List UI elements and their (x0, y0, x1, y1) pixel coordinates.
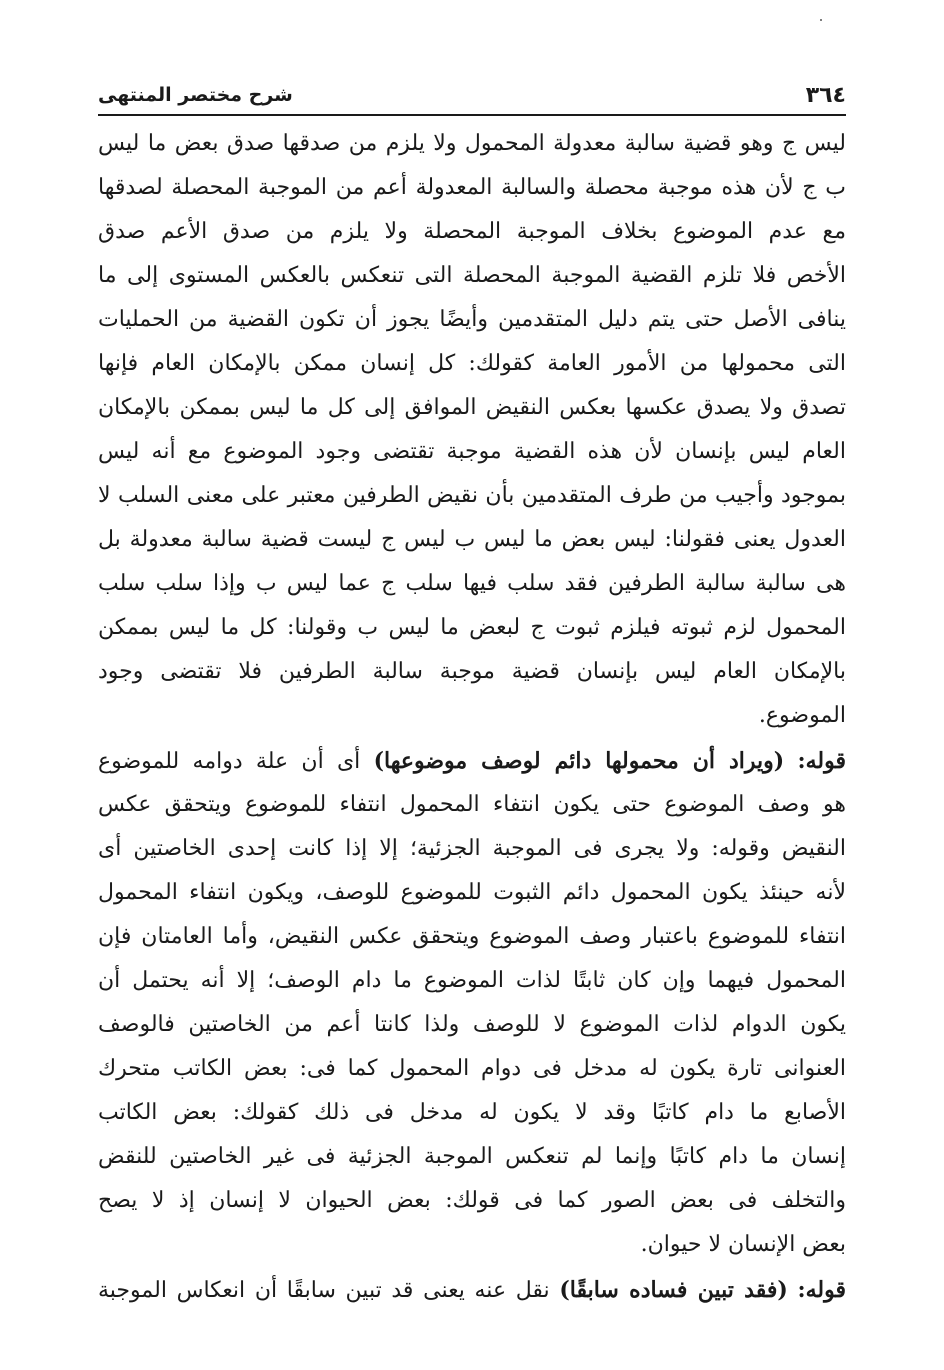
text-line: ينافى الأصل حتى يتم دليل المتقدمين وأيضًا يجوز أن تكون القضية من الحمليات (98, 307, 846, 332)
quoted-matn: (فقد تبين فساده سابقًا) (559, 1277, 788, 1303)
text-line: الأخص فلا تلزم القضية الموجبة المحصلة التى تنعكس بالعكس المستوى إلى ما (98, 263, 846, 288)
text-line: تصدق ولا يصدق عكسها بعكس النقيض الموافق إلى كل ما ليس بممكن بالإمكان (98, 395, 846, 420)
scan-speck (820, 19, 822, 21)
text-line: المحمول لزم ثبوته فيلزم ثبوت ج لبعض ما ليس ب وقولنا: كل ما ليس بممكن (98, 615, 846, 640)
running-title: شرح مختصر المنتهى (98, 84, 293, 106)
lead-line-rest: أى أن علة دوامه للموضوع (98, 749, 361, 774)
lead-line-rest: نقل عنه يعنى قد تبين سابقًا أن انعكاس الموجبة (98, 1278, 550, 1303)
quoted-matn: (ويراد أن محمولها دائم لوصف موضوعها) (373, 748, 785, 774)
text-line: التى محمولها من الأمور العامة كقولك: كل إنسان ممكن بالإمكان العام فإنها (98, 351, 846, 376)
paragraph-lead-line (98, 739, 846, 783)
text-line: بعض الإنسان لا حيوان. (640, 1232, 846, 1257)
text-line: انتفاء للموضوع باعتبار وصف الموضوع ويتحقق عكس النقيض، وأما العامتان فإن (98, 924, 846, 949)
text-line: يكون الدوام لذات الموضوع لا للوصف ولذا كانتا أعم من الخاصتين فالوصف (98, 1012, 846, 1037)
text-line: بالإمكان العام ليس بإنسان قضية موجبة سالبة الطرفين فلا تقتضى وجود (98, 659, 846, 684)
text-line: هو وصف الموضوع حتى يكون انتفاء المحمول انتفاء للموضوع ويتحقق عكس (98, 792, 846, 817)
commentary-label: قوله: (797, 748, 846, 774)
body-text (98, 122, 846, 1312)
text-line: ليس ج وهو قضية سالبة معدولة المحمول ولا يلزم من صدقها صدق بعض ما ليس (98, 131, 846, 156)
text-line: هى سالبة سالبة الطرفين فقد سلب فيها سلب ج عما ليس ب وإذا سلب سلب (98, 571, 846, 596)
text-line: العدول يعنى فقولنا: ليس بعض ما ليس ب ليس ج ليست قضية سالبة معدولة بل (98, 527, 846, 552)
page-number: ٣٦٤ (805, 83, 846, 108)
paragraph-lead-line (98, 1268, 846, 1312)
text-line: الأصابع ما دام كاتبًا وقد لا يكون له مدخل فى ذلك كقولك: بعض الكاتب (98, 1100, 846, 1125)
page-header (98, 68, 846, 116)
text-line: المحمول فيهما وإن كان ثابتًا لذات الموضوع ما دام الوصف؛ إلا أنه يحتمل أن (98, 968, 846, 993)
text-line: ب ج لأن هذه موجبة محصلة والسالبة المعدولة أعم من الموجبة المحصلة لصدقها (98, 175, 846, 200)
text-line: لأنه حينئذ يكون المحمول دائم الثبوت للموضوع للوصف، ويكون انتفاء المحمول (98, 880, 846, 905)
text-line: مع عدم الموضوع بخلاف الموجبة المحصلة ولا يلزم من صدق الأعم صدق (98, 219, 846, 244)
text-line: إنسان ما دام كاتبًا وإنما لم تنعكس الموجبة الجزئية فى غير الخاصتين للنقض (98, 1144, 846, 1169)
text-line: العام ليس بإنسان لأن هذه القضية موجبة تقتضى وجود الموضوع مع أنه ليس (98, 439, 846, 464)
text-line: بموجود وأجيب من طرف المتقدمين بأن نقيض الطرفين معتبر على معنى السلب لا (98, 483, 846, 508)
text-line: العنوانى تارة يكون له مدخل فى دوام المحمول كما فى: بعض الكاتب متحرك (98, 1056, 846, 1081)
text-line: الموضوع. (758, 703, 846, 728)
text-line: النقيض وقوله: ولا يجرى فى الموجبة الجزئية؛ إلا إذا كانت إحدى الخاصتين أى (98, 836, 846, 861)
commentary-label: قوله: (797, 1277, 846, 1303)
text-line: والتخلف فى بعض الصور كما فى قولك: بعض الحيوان لا إنسان إذ لا يصح (98, 1188, 846, 1213)
